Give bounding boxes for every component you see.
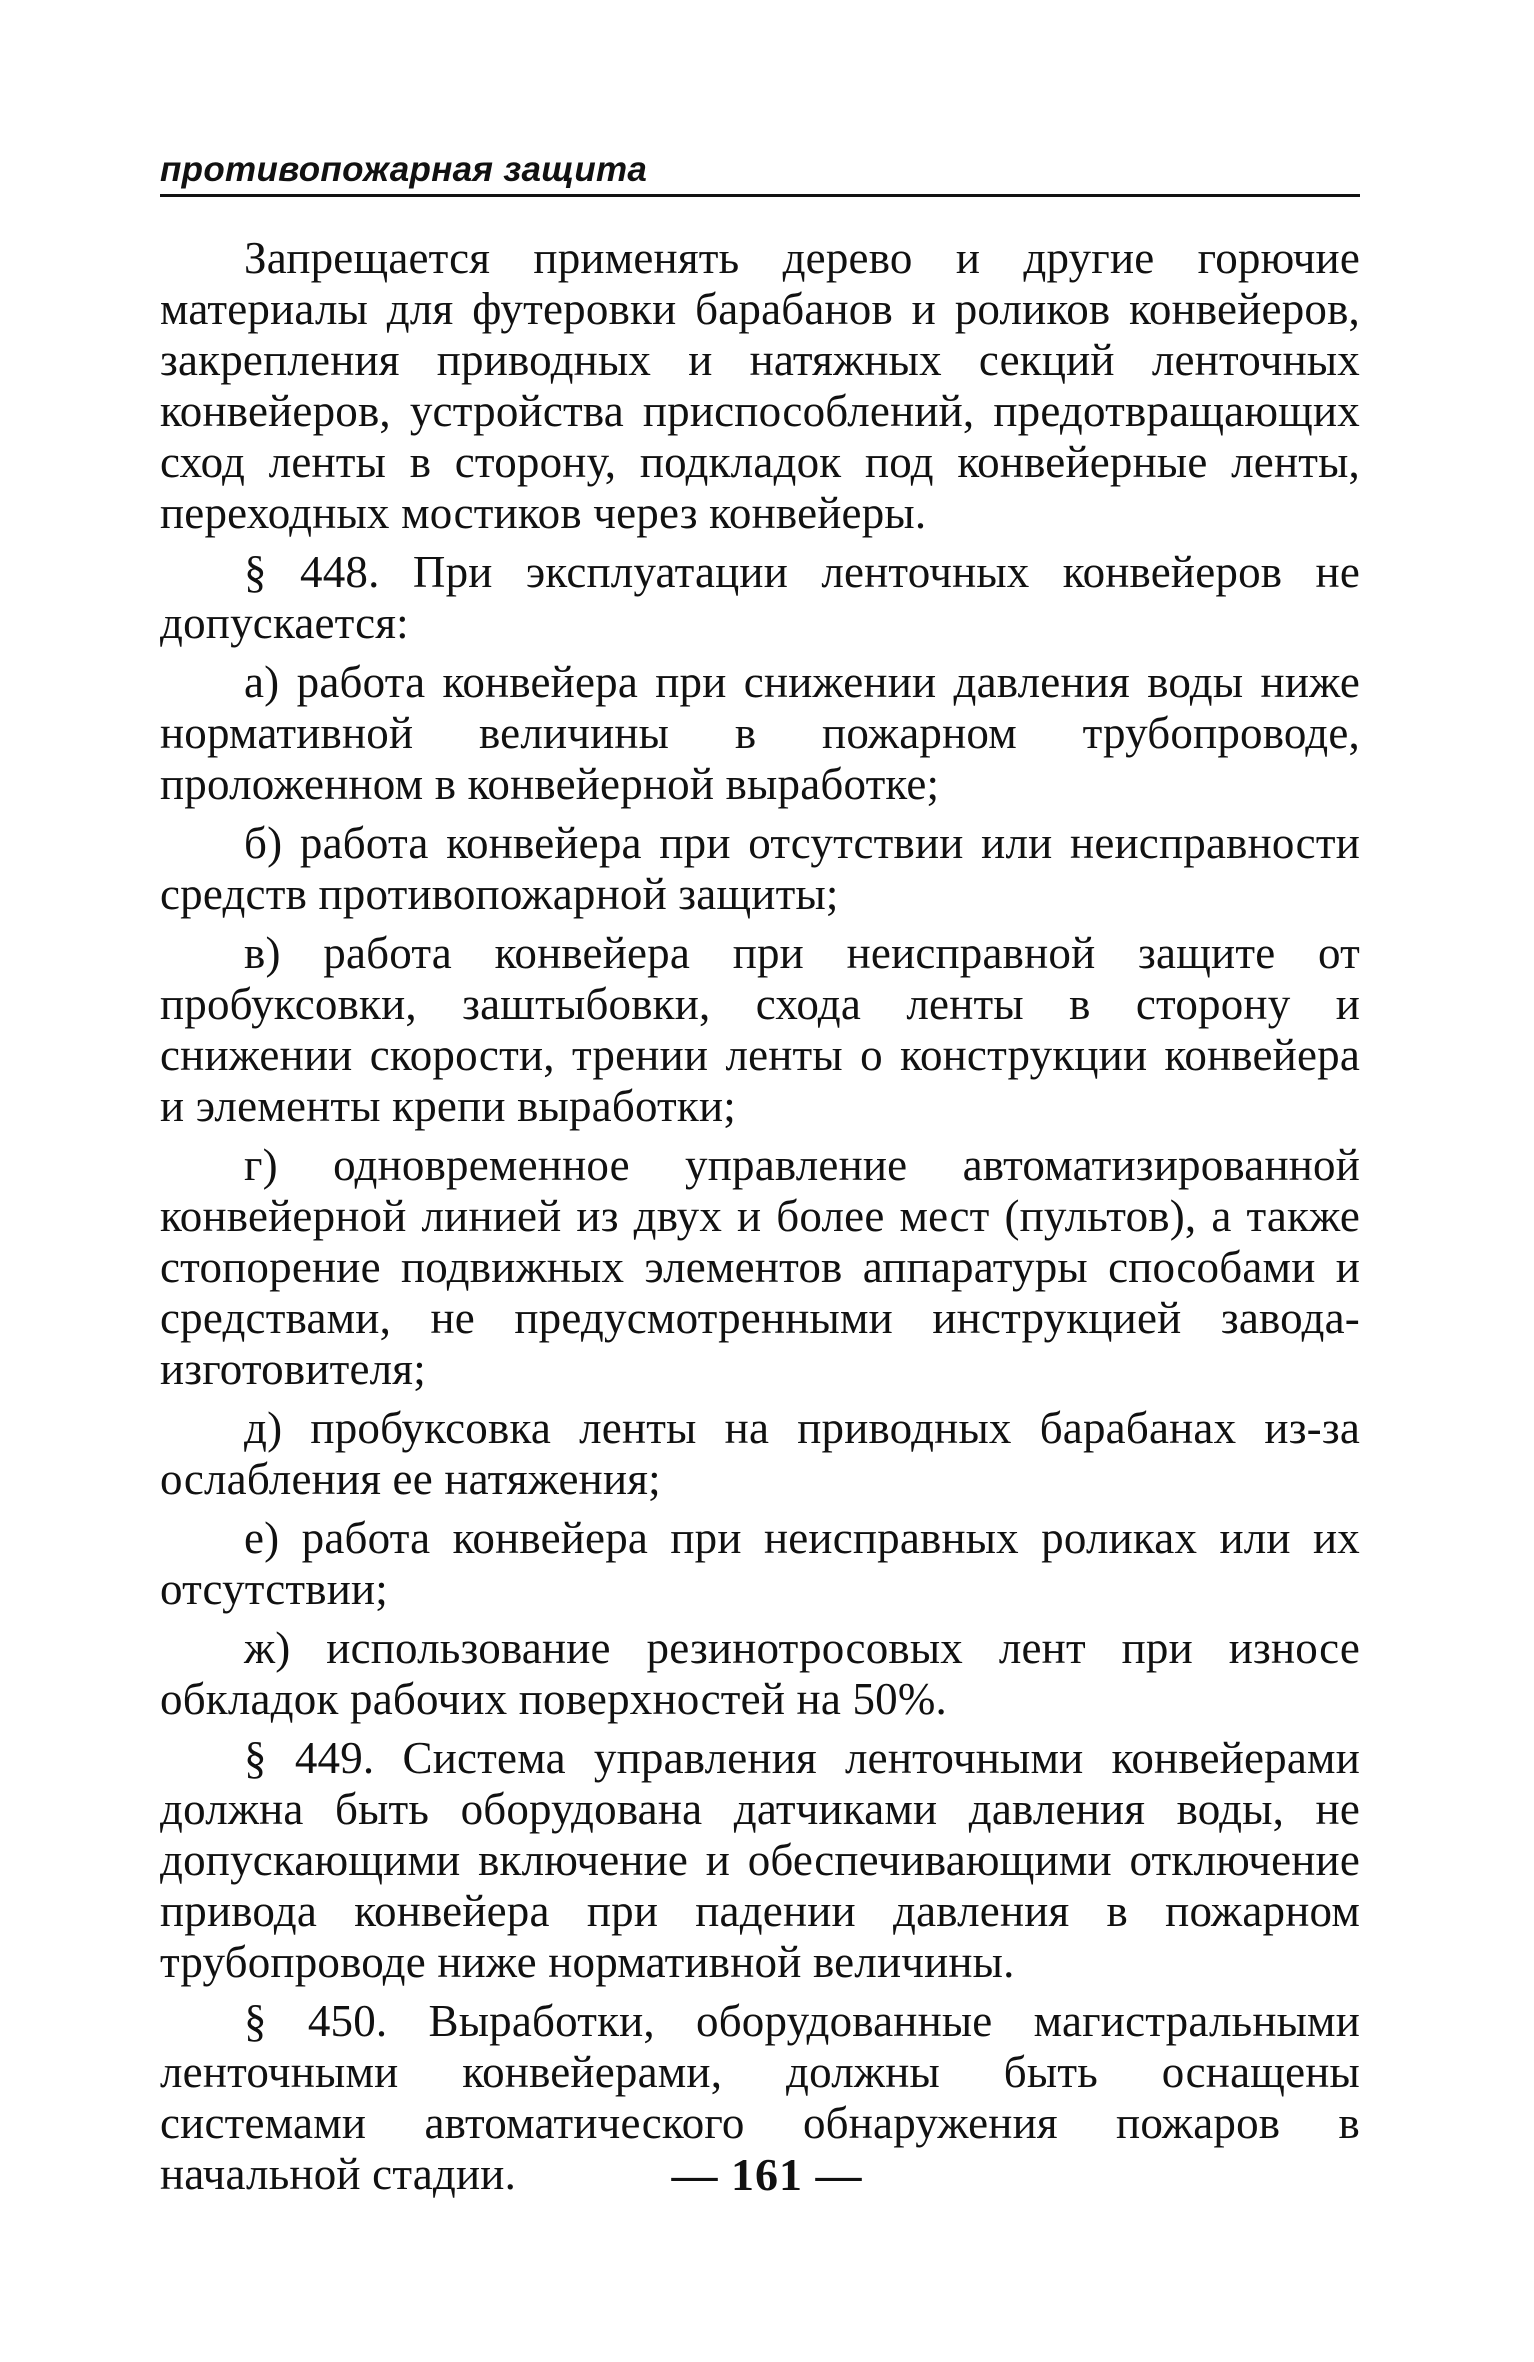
list-item-e: е) работа конвейера при неисправных роликах или их отсутствии; xyxy=(160,1513,1360,1614)
paragraph-section-450: § 450. Выработки, оборудованные магистральными ленточными конвейерами, должны быть оснащены системами автоматического обнаружения пожаров в начальной стадии. xyxy=(160,1996,1360,2199)
page-body xyxy=(160,233,1360,2200)
list-item-b: б) работа конвейера при отсутствии или неисправности средств противопожарной защиты; xyxy=(160,818,1360,919)
running-header: противопожарная защита xyxy=(160,150,1360,197)
paragraph-prohibition-materials: Запрещается применять дерево и другие горючие материалы для футеровки барабанов и роликов конвейеров, закрепления приводных и натяжных секций ленточных конвейеров, устройства приспособлений, предотвращающих сход ленты в сторону, подкладок под конвейерные ленты, переходных мостиков через конвейеры. xyxy=(160,233,1360,538)
book-page xyxy=(160,150,1360,2208)
list-item-a: а) работа конвейера при снижении давления воды ниже нормативной величины в пожарном трубопроводе, проложенном в конвейерной выработке; xyxy=(160,657,1360,809)
list-item-g: г) одновременное управление автоматизированной конвейерной линией из двух и более мест (пультов), а также стопорение подвижных элементов аппаратуры способами и средствами, не предусмотренными инструкцией завода-изготовителя; xyxy=(160,1140,1360,1394)
list-item-v: в) работа конвейера при неисправной защите от пробуксовки, заштыбовки, схода ленты в сторону и снижении скорости, трении ленты о конструкции конвейера и элементы крепи выработки; xyxy=(160,928,1360,1131)
page-number: — 161 — xyxy=(671,2149,863,2200)
paragraph-section-448: § 448. При эксплуатации ленточных конвейеров не допускается: xyxy=(160,547,1360,648)
paragraph-section-449: § 449. Система управления ленточными конвейерами должна быть оборудована датчиками давления воды, не допускающими включение и обеспечивающими отключение привода конвейера при падении давления в пожарном трубопроводе ниже нормативной величины. xyxy=(160,1733,1360,1987)
list-item-zh: ж) использование резинотросовых лент при износе обкладок рабочих поверхностей на 50%. xyxy=(160,1623,1360,1724)
list-item-d: д) пробуксовка ленты на приводных барабанах из-за ослабления ее натяжения; xyxy=(160,1403,1360,1504)
